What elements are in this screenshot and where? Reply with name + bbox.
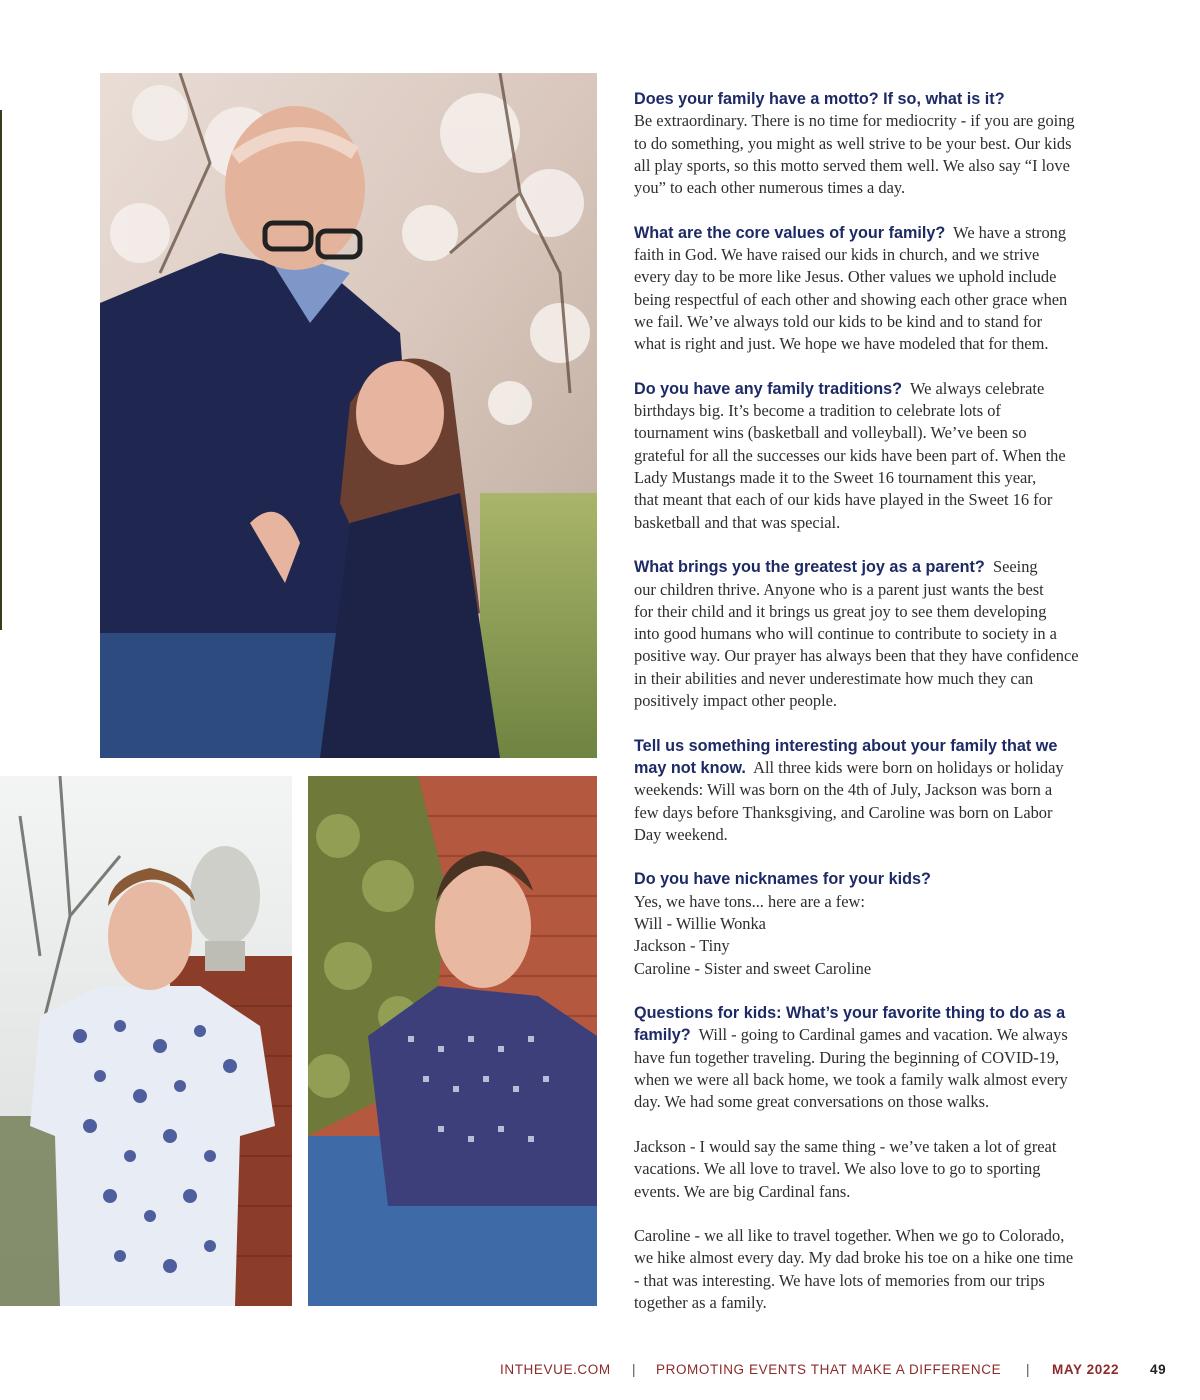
footer-date: MAY 2022 <box>1052 1362 1120 1377</box>
qa-kids-favorite <box>634 1002 1109 1113</box>
qa-motto <box>634 88 1109 199</box>
answer-line: that meant that each of our kids have played in the Sweet 16 for <box>634 490 1053 510</box>
answer-line: faith in God. We have raised our kids in church, and we strive <box>634 245 1040 265</box>
answer-line: what is right and just. We hope we have modeled that for them. <box>634 334 1049 354</box>
answer-line: every day to be more like Jesus. Other values we uphold include <box>634 267 1057 287</box>
answer-line: into good humans who will continue to contribute to society in a <box>634 624 1057 644</box>
answer-line: tournament wins (basketball and volleyball). We’ve been so <box>634 423 1027 443</box>
qa-interesting-fact <box>634 735 1109 846</box>
answer-line: together as a family. <box>634 1293 767 1313</box>
qa-core-values <box>634 222 1109 356</box>
answer-line: Be extraordinary. There is no time for mediocrity - if you are going <box>634 111 1075 131</box>
answer-line: weekends: Will was born on the 4th of July, Jackson was born a <box>634 780 1053 800</box>
question: Do you have any family traditions? <box>634 379 903 398</box>
answer-line: Day weekend. <box>634 824 728 844</box>
question: What brings you the greatest joy as a parent? <box>634 558 985 577</box>
qa-greatest-joy <box>634 556 1109 712</box>
answer-line: Caroline - Sister and sweet Caroline <box>634 958 872 978</box>
page-number: 49 <box>1150 1362 1167 1377</box>
answer-inline: We always celebrate <box>909 378 1045 398</box>
qa-nicknames <box>634 868 1109 979</box>
footer-separator: | <box>1026 1362 1031 1377</box>
qa-jackson-answer <box>634 1136 1109 1203</box>
answer-inline: Will - going to Cardinal games and vacation. We always <box>698 1025 1068 1045</box>
footer-site: INTHEVUE.COM <box>500 1362 611 1377</box>
answer-line: events. We are big Cardinal fans. <box>634 1181 851 1201</box>
answer-line: for their child and it brings us great joy to see them developing <box>634 601 1047 621</box>
answer-line: being respectful of each other and showing each other grace when <box>634 289 1068 309</box>
answer-line: grateful for all the successes our kids have been part of. When the <box>634 445 1066 465</box>
answer-line: - that was interesting. We have lots of memories from our trips <box>634 1270 1045 1290</box>
footer-separator: | <box>632 1362 637 1377</box>
article-body <box>634 88 1109 1337</box>
answer-line: Lady Mustangs made it to the Sweet 16 tournament this year, <box>634 468 1037 488</box>
answer-line: vacations. We all love to travel. We also love to go to sporting <box>634 1159 1041 1179</box>
answer-line: our children thrive. Anyone who is a parent just wants the best <box>634 579 1044 599</box>
qa-caroline-answer <box>634 1225 1109 1314</box>
answer-line: Jackson - Tiny <box>634 936 730 956</box>
question: Do you have nicknames for your kids? <box>634 870 931 889</box>
question: Does your family have a motto? If so, what is it? <box>634 90 1005 108</box>
answer-inline: All three kids were born on holidays or holiday <box>753 757 1064 777</box>
question: may not know. <box>634 758 746 777</box>
answer-inline: Seeing <box>993 557 1038 577</box>
question: Tell us something interesting about your family that we <box>634 736 1058 755</box>
answer-line: have fun together traveling. During the beginning of COVID-19, <box>634 1047 1060 1067</box>
will-photo <box>0 776 292 1306</box>
page-edge-rule <box>0 110 2 630</box>
answer-line: we hike almost every day. My dad broke his toe on a hike one time <box>634 1248 1074 1268</box>
answer-line: basketball and that was special. <box>634 512 841 532</box>
answer-line: all play sports, so this motto served them well. We also say “I love <box>634 155 1070 175</box>
answer-line: day. We had some great conversations on those walks. <box>634 1092 990 1112</box>
answer-line: Yes, we have tons... here are a few: <box>634 891 865 911</box>
answer-line: in their abilities and never underestimate how much they can <box>634 668 1034 688</box>
footer-tagline: PROMOTING EVENTS THAT MAKE A DIFFERENCE <box>656 1362 1002 1377</box>
answer-line: Will - Willie Wonka <box>634 913 766 933</box>
answer-line: Caroline - we all like to travel together. When we go to Colorado, <box>634 1226 1065 1246</box>
answer-inline: We have a strong <box>953 222 1067 242</box>
question: What are the core values of your family? <box>634 223 946 242</box>
answer-line: you” to each other numerous times a day. <box>634 178 906 198</box>
answer-line: when we were all back home, we took a family walk almost every <box>634 1070 1068 1090</box>
question: family? <box>634 1026 691 1045</box>
answer-line: birthdays big. It’s become a tradition to celebrate lots of <box>634 401 1001 421</box>
question: Questions for kids: What’s your favorite thing to do as a <box>634 1004 1066 1023</box>
answer-line: few days before Thanksgiving, and Caroline was born on Labor <box>634 802 1053 822</box>
answer-line: positive way. Our prayer has always been that they have confidence <box>634 646 1079 666</box>
parents-photo <box>100 73 597 758</box>
answer-line: positively impact other people. <box>634 691 838 711</box>
qa-traditions <box>634 378 1109 534</box>
answer-line: we fail. We’ve always told our kids to be kind and to stand for <box>634 311 1043 331</box>
answer-line: to do something, you might as well strive to be your best. Our kids <box>634 133 1072 153</box>
jackson-photo <box>308 776 597 1306</box>
answer-line: Jackson - I would say the same thing - we’ve taken a lot of great <box>634 1136 1057 1156</box>
